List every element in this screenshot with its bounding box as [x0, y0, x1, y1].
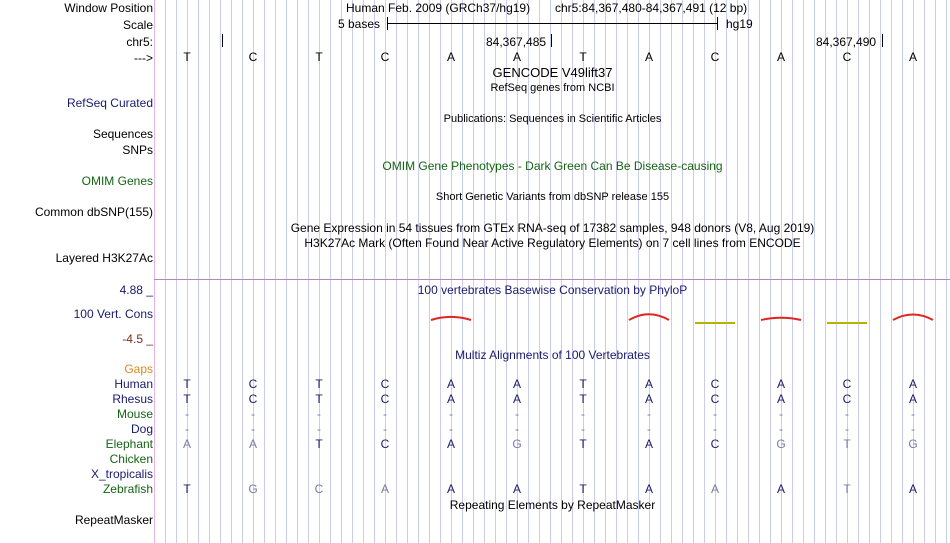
- species-label[interactable]: Dog: [130, 422, 153, 436]
- base-letter: C: [248, 50, 258, 64]
- alignment-base: A: [908, 482, 917, 496]
- alignment-base: A: [908, 377, 917, 391]
- alignment-base: A: [776, 392, 785, 406]
- base-letter: T: [315, 50, 323, 64]
- base-letter: A: [446, 50, 455, 64]
- h3k27ac-label[interactable]: Layered H3K27Ac: [55, 251, 153, 265]
- alignment-base: A: [446, 437, 455, 451]
- alignment-base: A: [776, 377, 785, 391]
- alignment-base: -: [911, 422, 915, 436]
- alignment-base: -: [779, 422, 783, 436]
- phylop-title[interactable]: 100 vertebrates Basewise Conservation by PhyloP: [417, 283, 688, 297]
- alignment-base: -: [647, 422, 651, 436]
- phylop-min-label: -4.5 _: [122, 332, 153, 346]
- alignment-base: -: [317, 407, 321, 421]
- base-letter: C: [842, 50, 852, 64]
- alignment-base: -: [647, 407, 651, 421]
- phylop-label[interactable]: 100 Vert. Cons: [73, 307, 153, 321]
- alignment-base: A: [182, 437, 191, 451]
- alignment-base: A: [512, 377, 521, 391]
- scale-label[interactable]: Scale: [122, 18, 153, 32]
- chrom-label[interactable]: chr5:: [126, 35, 153, 49]
- alignment-base: -: [251, 422, 255, 436]
- alignment-base: G: [776, 437, 786, 451]
- alignment-base: A: [380, 482, 389, 496]
- alignment-base: T: [183, 392, 191, 406]
- phylop-mark: [761, 318, 801, 320]
- refseq-label[interactable]: RefSeq Curated: [66, 96, 153, 110]
- sequences-label[interactable]: Sequences: [92, 127, 153, 141]
- alignment-base: T: [579, 377, 587, 391]
- strand-label[interactable]: --->: [134, 51, 153, 65]
- alignment-base: -: [911, 407, 915, 421]
- alignment-base: T: [579, 482, 587, 496]
- alignment-base: A: [248, 437, 257, 451]
- alignment-base: -: [317, 422, 321, 436]
- alignment-base: A: [512, 482, 521, 496]
- alignment-base: C: [710, 392, 720, 406]
- species-label[interactable]: X_tropicalis: [90, 467, 153, 481]
- phylop-mark: [893, 315, 933, 321]
- alignment-base: -: [185, 422, 189, 436]
- alignment-base: T: [183, 482, 191, 496]
- species-label[interactable]: Mouse: [116, 407, 153, 421]
- alignment-base: A: [710, 482, 719, 496]
- phylop-mark: [629, 314, 669, 320]
- alignment-base: A: [512, 392, 521, 406]
- alignment-base: A: [644, 392, 653, 406]
- base-letter: A: [908, 50, 917, 64]
- omim-label[interactable]: OMIM Genes: [81, 174, 153, 188]
- publications-title[interactable]: Publications: Sequences in Scientific Articles: [443, 113, 662, 125]
- phylop-max-label: 4.88 _: [119, 283, 153, 297]
- alignment-base: C: [710, 377, 720, 391]
- alignment-base: A: [908, 392, 917, 406]
- alignment-base: -: [779, 407, 783, 421]
- repeat-title[interactable]: Repeating Elements by RepeatMasker: [449, 498, 656, 512]
- gaps-label[interactable]: Gaps: [124, 362, 153, 376]
- alignment-base: C: [380, 437, 390, 451]
- alignment-base: T: [315, 437, 323, 451]
- alignment-base: T: [843, 437, 851, 451]
- alignment-base: -: [185, 407, 189, 421]
- alignment-base: C: [380, 377, 390, 391]
- alignment-base: -: [449, 422, 453, 436]
- base-letter: T: [579, 50, 587, 64]
- species-label[interactable]: Elephant: [105, 437, 153, 451]
- base-letter: A: [776, 50, 785, 64]
- alignment-base: A: [446, 392, 455, 406]
- alignment-base: C: [314, 482, 324, 496]
- alignment-base: C: [248, 392, 258, 406]
- base-letter: C: [710, 50, 720, 64]
- base-letter: T: [183, 50, 191, 64]
- scale-text: 5 bases: [338, 17, 381, 31]
- refseq-subtitle: RefSeq genes from NCBI: [490, 82, 615, 94]
- species-label[interactable]: Zebrafish: [102, 482, 153, 496]
- alignment-base: -: [449, 407, 453, 421]
- alignment-base: T: [315, 377, 323, 391]
- alignment-base: -: [383, 407, 387, 421]
- species-label[interactable]: Human: [114, 377, 153, 391]
- position-readout: chr5:84,367,480-84,367,491 (12 bp): [555, 1, 748, 15]
- alignment-base: -: [251, 407, 255, 421]
- alignment-base: G: [512, 437, 522, 451]
- base-letter: A: [644, 50, 653, 64]
- assembly-title: Human Feb. 2009 (GRCh37/hg19): [346, 1, 531, 15]
- alignment-base: A: [446, 377, 455, 391]
- window-position-label[interactable]: Window Position: [64, 1, 153, 15]
- alignment-base: C: [710, 437, 720, 451]
- base-letter: A: [512, 50, 521, 64]
- repeat-label[interactable]: RepeatMasker: [74, 513, 153, 527]
- species-label[interactable]: Rhesus: [112, 392, 153, 406]
- alignment-base: A: [644, 482, 653, 496]
- alignment-base: -: [713, 407, 717, 421]
- alignment-base: T: [183, 377, 191, 391]
- phylop-mark: [431, 317, 471, 320]
- multiz-title[interactable]: Multiz Alignments of 100 Vertebrates: [455, 348, 650, 362]
- base-letter: C: [380, 50, 390, 64]
- h3k27ac-title[interactable]: H3K27Ac Mark (Often Found Near Active Regulatory Elements) on 7 cell lines from ENCODE: [304, 236, 801, 250]
- alignment-base: -: [515, 422, 519, 436]
- alignment-base: A: [776, 482, 785, 496]
- alignment-base: -: [383, 422, 387, 436]
- alignment-base: T: [315, 392, 323, 406]
- alignment-base: C: [842, 392, 852, 406]
- coord-label-1: 84,367,485: [486, 35, 547, 49]
- scale-db: hg19: [726, 17, 753, 31]
- alignment-base: -: [713, 422, 717, 436]
- alignment-base: T: [843, 482, 851, 496]
- alignment-base: -: [845, 407, 849, 421]
- alignment-base: G: [248, 482, 258, 496]
- alignment-base: T: [579, 392, 587, 406]
- alignment-base: C: [842, 377, 852, 391]
- gencode-title[interactable]: GENCODE V49lift37: [492, 65, 613, 80]
- species-label[interactable]: Chicken: [109, 452, 153, 466]
- alignment-base: -: [581, 422, 585, 436]
- omim-title[interactable]: OMIM Gene Phenotypes - Dark Green Can Be Disease-causing: [382, 159, 723, 173]
- alignment-base: -: [845, 422, 849, 436]
- dbsnp-title[interactable]: Short Genetic Variants from dbSNP release 155: [435, 191, 670, 203]
- dbsnp-label[interactable]: Common dbSNP(155): [34, 205, 153, 219]
- snps-label[interactable]: SNPs: [122, 143, 153, 157]
- alignment-base: -: [515, 407, 519, 421]
- gtex-title[interactable]: Gene Expression in 54 tissues from GTEx RNA-seq of 17382 samples, 948 donors (V8, Aug 2019): [290, 221, 815, 235]
- alignment-base: T: [579, 437, 587, 451]
- alignment-base: A: [446, 482, 455, 496]
- alignment-base: C: [248, 377, 258, 391]
- alignment-base: C: [380, 392, 390, 406]
- alignment-base: A: [644, 377, 653, 391]
- alignment-base: A: [644, 437, 653, 451]
- alignment-base: G: [908, 437, 918, 451]
- coord-label-2: 84,367,490: [816, 35, 877, 49]
- alignment-base: -: [581, 407, 585, 421]
